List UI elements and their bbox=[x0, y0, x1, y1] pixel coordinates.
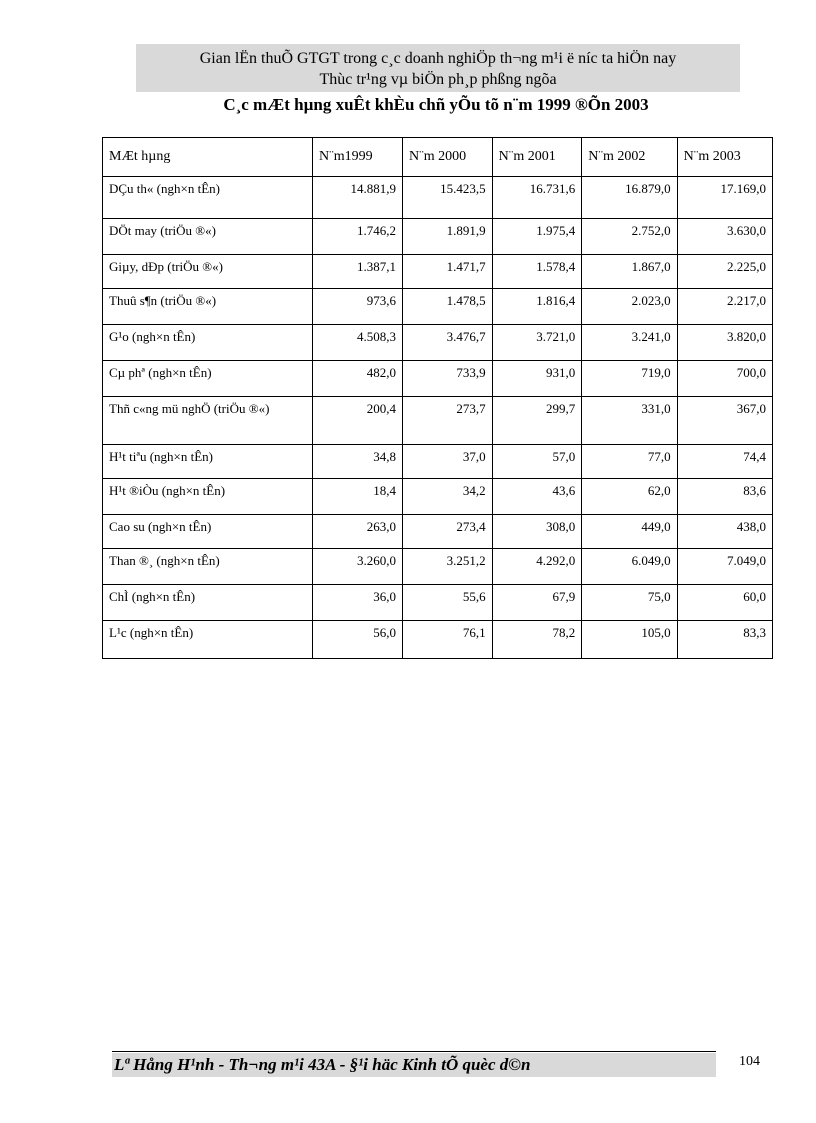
table-row bbox=[103, 479, 773, 515]
value-cell: 16.731,6 bbox=[492, 177, 582, 219]
value-cell: 3.820,0 bbox=[677, 325, 772, 361]
table-title: C¸c mÆt hµng xuÊt khÈu chñ yÕu tõ n¨m 1999 ®Õn 2003 bbox=[223, 95, 649, 114]
value-cell: 14.881,9 bbox=[313, 177, 403, 219]
page-number: 104 bbox=[739, 1054, 760, 1069]
footer-rule bbox=[112, 1051, 716, 1052]
row-label-cell: ChÌ (ngh×n tÊn) bbox=[103, 585, 313, 621]
table-row bbox=[103, 445, 773, 479]
row-label-cell: H¹t tiªu (ngh×n tÊn) bbox=[103, 445, 313, 479]
export-table bbox=[102, 137, 773, 659]
running-header-title: Gian lËn thuÕ GTGT trong c¸c doanh nghiÖp th¬ng m¹i ë níc ta hiÖn nay bbox=[199, 50, 677, 67]
value-cell: 4.292,0 bbox=[492, 549, 582, 585]
value-cell: 17.169,0 bbox=[677, 177, 772, 219]
value-cell: 1.867,0 bbox=[582, 255, 677, 289]
table-row bbox=[103, 397, 773, 445]
value-cell: 75,0 bbox=[582, 585, 677, 621]
value-cell: 1.478,5 bbox=[402, 289, 492, 325]
value-cell: 36,0 bbox=[313, 585, 403, 621]
value-cell: 1.816,4 bbox=[492, 289, 582, 325]
table-header-row bbox=[103, 138, 773, 177]
value-cell: 719,0 bbox=[582, 361, 677, 397]
footer-author: Lª Hång H¹nh - Th¬ng m¹i 43A - §¹i häc Kinh tÕ quèc d©n bbox=[114, 1055, 531, 1074]
value-cell: 6.049,0 bbox=[582, 549, 677, 585]
value-cell: 34,2 bbox=[402, 479, 492, 515]
table-row bbox=[103, 361, 773, 397]
value-cell: 273,4 bbox=[402, 515, 492, 549]
value-cell: 43,6 bbox=[492, 479, 582, 515]
value-cell: 76,1 bbox=[402, 621, 492, 659]
value-cell: 4.508,3 bbox=[313, 325, 403, 361]
value-cell: 37,0 bbox=[402, 445, 492, 479]
value-cell: 449,0 bbox=[582, 515, 677, 549]
value-cell: 3.251,2 bbox=[402, 549, 492, 585]
row-label-cell: Than ®¸ (ngh×n tÊn) bbox=[103, 549, 313, 585]
value-cell: 1.891,9 bbox=[402, 219, 492, 255]
row-label-cell: Thñ c«ng mü nghÖ (triÖu ®«) bbox=[103, 397, 313, 445]
table-row bbox=[103, 515, 773, 549]
value-cell: 67,9 bbox=[492, 585, 582, 621]
value-cell: 7.049,0 bbox=[677, 549, 772, 585]
column-header: N¨m 2002 bbox=[582, 138, 677, 177]
value-cell: 83,6 bbox=[677, 479, 772, 515]
value-cell: 1.746,2 bbox=[313, 219, 403, 255]
value-cell: 700,0 bbox=[677, 361, 772, 397]
value-cell: 2.225,0 bbox=[677, 255, 772, 289]
value-cell: 15.423,5 bbox=[402, 177, 492, 219]
column-header: N¨m 2000 bbox=[402, 138, 492, 177]
table-row bbox=[103, 549, 773, 585]
value-cell: 367,0 bbox=[677, 397, 772, 445]
row-label-cell: H¹t ®iÒu (ngh×n tÊn) bbox=[103, 479, 313, 515]
value-cell: 931,0 bbox=[492, 361, 582, 397]
row-label-cell: Giµy, dÐp (triÖu ®«) bbox=[103, 255, 313, 289]
table-row bbox=[103, 255, 773, 289]
value-cell: 3.241,0 bbox=[582, 325, 677, 361]
value-cell: 1.471,7 bbox=[402, 255, 492, 289]
value-cell: 973,6 bbox=[313, 289, 403, 325]
table-row bbox=[103, 325, 773, 361]
value-cell: 55,6 bbox=[402, 585, 492, 621]
value-cell: 2.752,0 bbox=[582, 219, 677, 255]
value-cell: 83,3 bbox=[677, 621, 772, 659]
value-cell: 3.630,0 bbox=[677, 219, 772, 255]
value-cell: 34,8 bbox=[313, 445, 403, 479]
column-header: MÆt hµng bbox=[103, 138, 313, 177]
value-cell: 299,7 bbox=[492, 397, 582, 445]
value-cell: 74,4 bbox=[677, 445, 772, 479]
row-label-cell: DÖt may (triÖu ®«) bbox=[103, 219, 313, 255]
value-cell: 331,0 bbox=[582, 397, 677, 445]
row-label-cell: Cµ phª (ngh×n tÊn) bbox=[103, 361, 313, 397]
value-cell: 2.217,0 bbox=[677, 289, 772, 325]
value-cell: 56,0 bbox=[313, 621, 403, 659]
value-cell: 105,0 bbox=[582, 621, 677, 659]
row-label-cell: DÇu th« (ngh×n tÊn) bbox=[103, 177, 313, 219]
row-label-cell: Thuû s¶n (triÖu ®«) bbox=[103, 289, 313, 325]
value-cell: 273,7 bbox=[402, 397, 492, 445]
value-cell: 1.578,4 bbox=[492, 255, 582, 289]
value-cell: 16.879,0 bbox=[582, 177, 677, 219]
value-cell: 263,0 bbox=[313, 515, 403, 549]
running-header-subtitle: Thùc tr¹ng vµ biÖn ph¸p phßng ngõa bbox=[319, 71, 557, 88]
value-cell: 438,0 bbox=[677, 515, 772, 549]
value-cell: 482,0 bbox=[313, 361, 403, 397]
table-row bbox=[103, 289, 773, 325]
row-label-cell: G¹o (ngh×n tÊn) bbox=[103, 325, 313, 361]
value-cell: 733,9 bbox=[402, 361, 492, 397]
value-cell: 18,4 bbox=[313, 479, 403, 515]
value-cell: 57,0 bbox=[492, 445, 582, 479]
table-row bbox=[103, 219, 773, 255]
value-cell: 1.387,1 bbox=[313, 255, 403, 289]
value-cell: 2.023,0 bbox=[582, 289, 677, 325]
row-label-cell: L¹c (ngh×n tÊn) bbox=[103, 621, 313, 659]
value-cell: 3.721,0 bbox=[492, 325, 582, 361]
value-cell: 3.260,0 bbox=[313, 549, 403, 585]
value-cell: 200,4 bbox=[313, 397, 403, 445]
column-header: N¨m 2001 bbox=[492, 138, 582, 177]
table-row bbox=[103, 177, 773, 219]
column-header: N¨m1999 bbox=[313, 138, 403, 177]
value-cell: 308,0 bbox=[492, 515, 582, 549]
value-cell: 3.476,7 bbox=[402, 325, 492, 361]
value-cell: 1.975,4 bbox=[492, 219, 582, 255]
table-row bbox=[103, 585, 773, 621]
value-cell: 62,0 bbox=[582, 479, 677, 515]
row-label-cell: Cao su (ngh×n tÊn) bbox=[103, 515, 313, 549]
value-cell: 77,0 bbox=[582, 445, 677, 479]
table-body bbox=[103, 177, 773, 659]
column-header: N¨m 2003 bbox=[677, 138, 772, 177]
value-cell: 60,0 bbox=[677, 585, 772, 621]
value-cell: 78,2 bbox=[492, 621, 582, 659]
table-row bbox=[103, 621, 773, 659]
